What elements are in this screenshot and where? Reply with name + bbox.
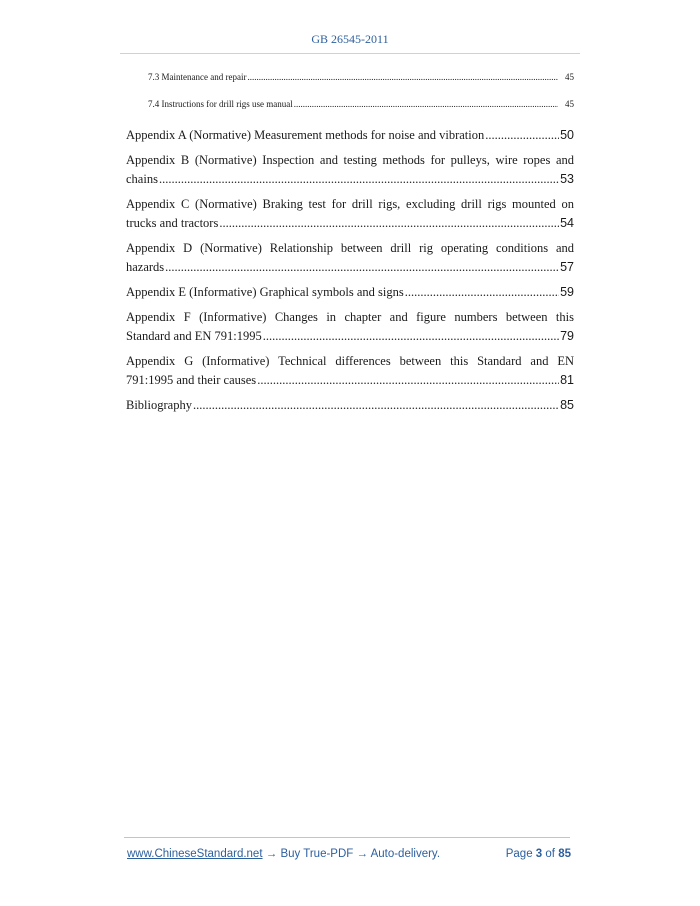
dot-leader	[257, 371, 559, 390]
toc-entry-page: 45	[565, 72, 574, 82]
dot-leader	[159, 170, 559, 189]
toc-entry-page: 85	[560, 398, 574, 412]
toc-entry-page: 79	[560, 329, 574, 343]
toc-entry-appendix-b[interactable]	[126, 151, 574, 189]
page-counter	[506, 848, 571, 860]
toc-entry-appendix-e[interactable]	[126, 283, 574, 302]
dot-leader	[294, 99, 558, 109]
toc-entry-page: 50	[560, 128, 574, 142]
toc-entry-label: 7.3 Maintenance and repair	[148, 72, 247, 82]
toc-entry-7-3[interactable]	[126, 72, 574, 99]
toc-entry-page: 81	[560, 373, 574, 387]
of-word: of	[545, 848, 555, 860]
toc-entry-appendix-f[interactable]	[126, 308, 574, 346]
dot-leader	[165, 258, 559, 277]
page-footer	[127, 848, 571, 860]
toc-entry-label: Appendix A (Normative) Measurement methods for noise and vibration	[126, 128, 485, 142]
dot-leader	[485, 126, 559, 145]
table-of-contents	[126, 72, 574, 421]
toc-entry-appendix-g[interactable]	[126, 352, 574, 390]
dot-leader	[193, 396, 559, 415]
buy-pdf-text: Buy True-PDF	[280, 848, 354, 860]
site-link[interactable]: www.ChineseStandard.net	[127, 848, 263, 860]
dot-leader	[247, 72, 558, 82]
toc-entry-page: 45	[565, 99, 574, 109]
toc-entry-label: Appendix B (Normative) Inspection and testing methods for pulleys, wire ropes and	[126, 153, 574, 167]
delivery-text: Auto-delivery.	[370, 848, 441, 860]
toc-entry-appendix-a[interactable]	[126, 126, 574, 145]
arrow-right-icon: →	[265, 848, 278, 860]
toc-entry-label-continued: trucks and tractors	[126, 216, 219, 230]
toc-entry-page: 53	[560, 172, 574, 186]
dot-leader	[219, 214, 559, 233]
toc-entry-label-continued: Standard and EN 791:1995	[126, 329, 262, 343]
toc-entry-label: Appendix E (Informative) Graphical symbols and signs	[126, 285, 404, 299]
toc-entry-page: 59	[560, 285, 574, 299]
toc-entry-page: 57	[560, 260, 574, 274]
header-divider	[120, 53, 580, 54]
arrow-right-icon: →	[356, 848, 368, 860]
toc-entry-appendix-c[interactable]	[126, 195, 574, 233]
footer-divider	[124, 837, 570, 838]
toc-entry-page: 54	[560, 216, 574, 230]
current-page-number: 3	[535, 848, 543, 860]
total-page-number: 85	[558, 848, 571, 860]
toc-entry-label-continued: chains	[126, 172, 158, 186]
toc-entry-label: Appendix D (Normative) Relationship between drill rig operating conditions and	[126, 241, 574, 255]
toc-entry-label-continued: hazards	[126, 260, 165, 274]
toc-entry-label: Bibliography	[126, 398, 192, 412]
toc-entry-label: 7.4 Instructions for drill rigs use manual	[148, 99, 293, 109]
toc-entry-7-4[interactable]	[126, 99, 574, 126]
toc-entry-label: Appendix F (Informative) Changes in chapter and figure numbers between this	[126, 310, 574, 324]
toc-entry-label: Appendix G (Informative) Technical differences between this Standard and EN	[126, 354, 574, 368]
toc-entry-bibliography[interactable]	[126, 396, 574, 415]
running-header: GB 26545-2011	[311, 32, 389, 46]
toc-entry-label-continued: 791:1995 and their causes	[126, 373, 257, 387]
dot-leader	[263, 327, 559, 346]
page-word: Page	[505, 848, 533, 860]
toc-entry-label: Appendix C (Normative) Braking test for drill rigs, excluding drill rigs mounted on	[126, 197, 574, 211]
toc-entry-appendix-d[interactable]	[126, 239, 574, 277]
dot-leader	[405, 283, 559, 302]
